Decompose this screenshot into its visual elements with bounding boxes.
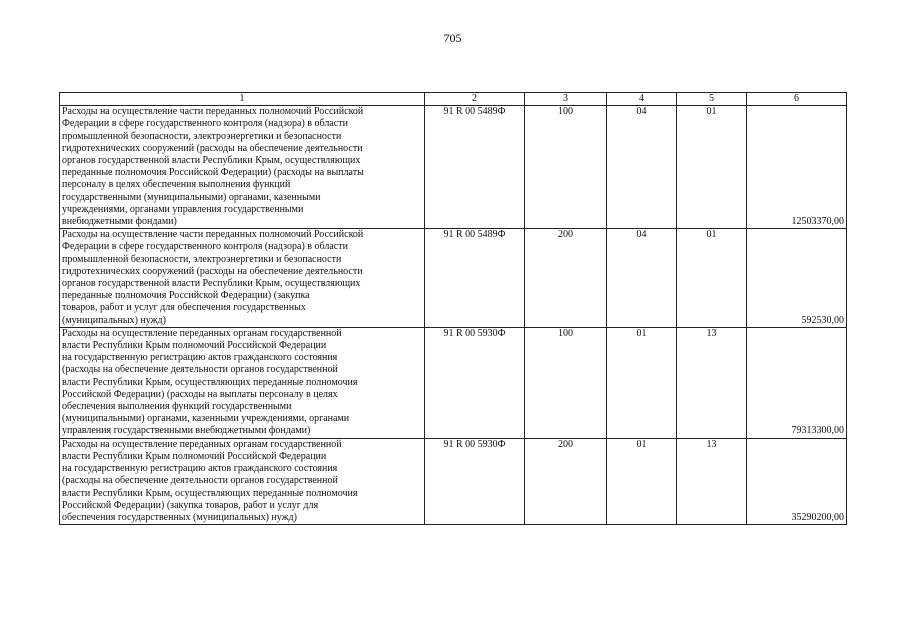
row-subsection: 01 [677, 229, 747, 328]
row-section: 01 [607, 438, 677, 524]
table-row [60, 327, 847, 438]
row-target-code: 91 R 00 5489Ф [425, 106, 525, 229]
row-section: 01 [607, 327, 677, 438]
row-target-code: 91 R 00 5489Ф [425, 229, 525, 328]
row-section: 04 [607, 106, 677, 229]
row-target-code: 91 R 00 5930Ф [425, 327, 525, 438]
row-expense-type: 200 [525, 438, 607, 524]
row-subsection: 01 [677, 106, 747, 229]
row-expense-type: 100 [525, 327, 607, 438]
row-subsection: 13 [677, 327, 747, 438]
column-header-4: 4 [607, 93, 677, 106]
table-row [60, 229, 847, 328]
row-target-code: 91 R 00 5930Ф [425, 438, 525, 524]
row-description: Расходы на осуществление части переданных полномочий Российской Федерации в сфере государственного контроля (надзора) в области промышленной безопасности, электроэнергетики и безопасности гидротехнических сооружений (расходы на обеспечение деятельности органов государственной власти Республики Крым, осуществляющих переданные полномочия Российской Федерации) (закупка товаров, работ и услуг для обеспечения государственных (муниципальных) нужд) [60, 229, 425, 328]
table-header-row [60, 93, 847, 106]
table-row [60, 438, 847, 524]
row-amount: 12503370,00 [747, 106, 847, 229]
row-amount: 592530,00 [747, 229, 847, 328]
page-number: 705 [443, 31, 462, 45]
column-header-3: 3 [525, 93, 607, 106]
row-subsection: 13 [677, 438, 747, 524]
row-amount: 79313300,00 [747, 327, 847, 438]
row-description: Расходы на осуществление переданных органам государственной власти Республики Крым полномочий Российской Федерации на государственную регистрацию актов гражданского состояния (расходы на обеспечение деятельности органов государственной власти Республики Крым, осуществляющих переданные полномочия Российской Федерации) (закупка товаров, работ и услуг для обеспечения государственных (муниципальных) нужд) [60, 438, 425, 524]
column-header-5: 5 [677, 93, 747, 106]
table-row [60, 106, 847, 229]
column-header-2: 2 [425, 93, 525, 106]
row-section: 04 [607, 229, 677, 328]
row-expense-type: 200 [525, 229, 607, 328]
column-header-6: 6 [747, 93, 847, 106]
row-amount: 35290200,00 [747, 438, 847, 524]
row-expense-type: 100 [525, 106, 607, 229]
row-description: Расходы на осуществление части переданных полномочий Российской Федерации в сфере государственного контроля (надзора) в области промышленной безопасности, электроэнергетики и безопасности гидротехнических сооружений (расходы на обеспечение деятельности органов государственной власти Республики Крым, осуществляющих переданные полномочия Российской Федерации) (расходы на выплаты персоналу в целях обеспечения выполнения функций государственными (муниципальными) органами, казенными учреждениями, органами управления государственными внебюджетными фондами) [60, 106, 425, 229]
column-header-1: 1 [60, 93, 425, 106]
budget-table [59, 92, 847, 525]
row-description: Расходы на осуществление переданных органам государственной власти Республики Крым полномочий Российской Федерации на государственную регистрацию актов гражданского состояния (расходы на обеспечение деятельности органов государственной власти Республики Крым, осуществляющих переданные полномочия Российской Федерации) (расходы на выплаты персоналу в целях обеспечения выполнения функций государственными (муниципальными) органами, казенными учреждениями, органами управления государственными внебюджетными фондами) [60, 327, 425, 438]
